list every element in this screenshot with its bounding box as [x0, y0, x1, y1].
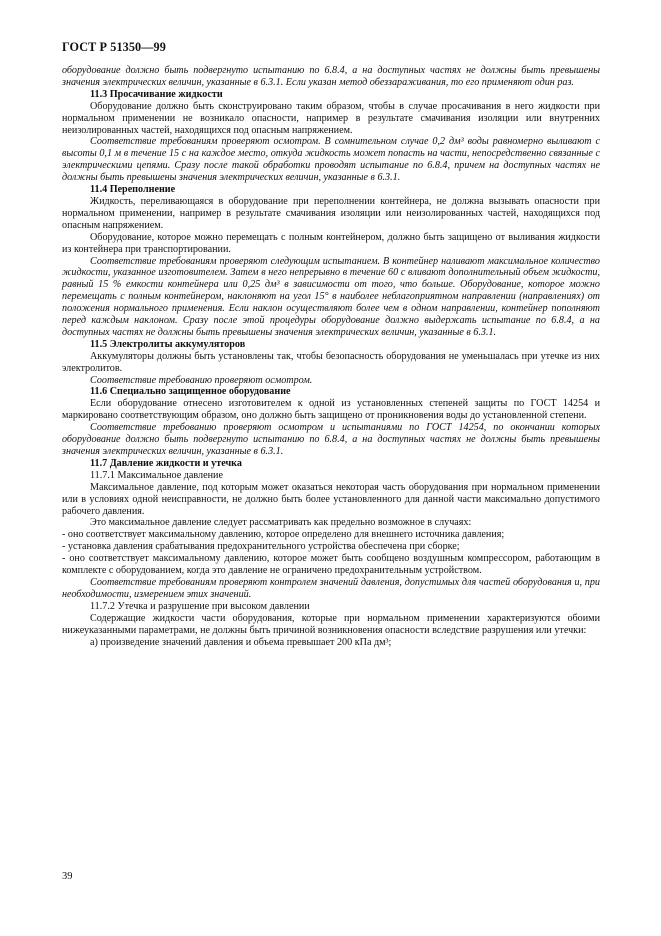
italic-paragraph: Соответствие требованию проверяют осмотром.: [90, 374, 313, 386]
section-heading: 11.6 Специально защищенное оборудование: [90, 386, 291, 398]
page-number: 39: [62, 871, 73, 882]
paragraph: Максимальное давление, под которым может оказаться некоторая часть оборудования при нормальном применении или в условиях одной неисправности, не должно быть более установленного для данной части максимально допустимого рабочего давления.: [62, 481, 600, 517]
italic-paragraph: Соответствие требованиям проверяют контролем значений давления, допустимых для частей оборудования и, при необходимости, измерением этих значений.: [62, 576, 600, 600]
paragraph: Жидкость, переливающаяся в оборудование при переполнении контейнера, не должна вызывать опасности при нормальном применении, например в результате смачивания изоляции или неизолированных частей, находящихся под опасным напряжением.: [62, 195, 600, 231]
italic-paragraph: Соответствие требованиям проверяют осмотром. В сомнительном случае 0,2 дм³ воды равномерно выливают с высоты 0,1 м в течение 15 с на каждое место, откуда жидкость может попасть на части, непосредственно связанные с электрическими цепями. Сразу после такой обработки проводят испытание по 6.8.4, причем на доступных частях не должны быть превышены значения электрических величин, указанные в 6.3.1.: [62, 136, 600, 184]
paragraph: Оборудование должно быть сконструировано таким образом, чтобы в случае просачивания в него жидкости при нормальном применении не возникало опасности, например в результате смачивания изоляции или внутренних неизолированных частей, находящихся под опасным напряжением.: [62, 100, 600, 136]
document-page: [62, 40, 600, 648]
document-header: ГОСТ Р 51350—99: [62, 40, 166, 54]
document-body: [62, 65, 600, 648]
paragraph: Это максимальное давление следует рассматривать как предельно возможное в случаях:: [90, 517, 472, 529]
paragraph: Если оборудование отнесено изготовителем к одной из установленных степеней защиты по ГОСТ 14254 и маркировано соответствующим образом, оно должно быть защищено от проникновения воды до установленной степени.: [62, 398, 600, 422]
section-heading: 11.3 Просачивание жидкости: [90, 88, 223, 100]
section-heading: 11.7 Давление жидкости и утечка: [90, 457, 242, 469]
section-heading: 11.5 Электролиты аккумуляторов: [90, 338, 246, 350]
paragraph: Содержащие жидкости части оборудования, которые при нормальном применении характеризуются обоими нижеуказанными параметрами, не должны быть причиной возникновения опасности вследствие разрушения или утечки:: [62, 612, 600, 636]
paragraph: Аккумуляторы должны быть установлены так, чтобы безопасность оборудования не уменьшалась при утечке из них электролитов.: [62, 350, 600, 374]
list-item: - оно соответствует максимальному давлению, которое может быть сообщено воздушным компрессором, работающим в комплекте с оборудованием, когда это давление не ограничено предохранительным устройством.: [62, 553, 600, 577]
paragraph: Оборудование, которое можно перемещать с полным контейнером, должно быть защищено от выливания жидкости из контейнера при транспортировании.: [62, 231, 600, 255]
italic-paragraph: Соответствие требованиям проверяют следующим испытанием. В контейнер наливают максимальное количество жидкости, указанное изготовителем. Затем в него непрерывно в течение 60 с вливают дополнительный объем жидкости, равный 15 % емкости контейнера или 0,25 дм³ в зависимости от того, что больше. Оборудование, которое можно перемещать с полным контейнером, наклоняют на угол 15° в наиболее неблагоприятном направлении (направлениях) от положения нормального применения. Если наклон осуществляют более чем в одном направлении, контейнер пополняют перед каждым наклоном. Сразу после этой процедуры оборудование должно выдержать испытание по 6.8.4, а на доступных частях не должны быть превышены значения электрических величин, указанные в 6.3.1.: [62, 255, 600, 338]
section-heading: 11.4 Переполнение: [90, 184, 176, 196]
italic-paragraph: оборудование должно быть подвергнуто испытанию по 6.8.4, а на доступных частях не должны быть превышены значения электрических величин, указанные в 6.3.1. Если указан метод обеззараживания, то его применяют один раз.: [62, 65, 600, 88]
paragraph: а) произведение значений давления и объема превышает 200 кПа дм³;: [90, 636, 392, 648]
subsection-heading: 11.7.2 Утечка и разрушение при высоком давлении: [90, 600, 310, 612]
list-item: - установка давления срабатывания предохранительного устройства обеспечена при сборке;: [62, 541, 460, 553]
list-item: - оно соответствует максимальному давлению, которое определено для внешнего источника давления;: [62, 529, 505, 541]
subsection-heading: 11.7.1 Максимальное давление: [90, 469, 223, 481]
italic-paragraph: Соответствие требованию проверяют осмотром и испытаниями по ГОСТ 14254, по окончании которых оборудование должно быть подвергнуто испытанию по 6.8.4, а на доступных частях не должны быть превышены значения электрических величин, указанные в 6.3.1.: [62, 422, 600, 457]
